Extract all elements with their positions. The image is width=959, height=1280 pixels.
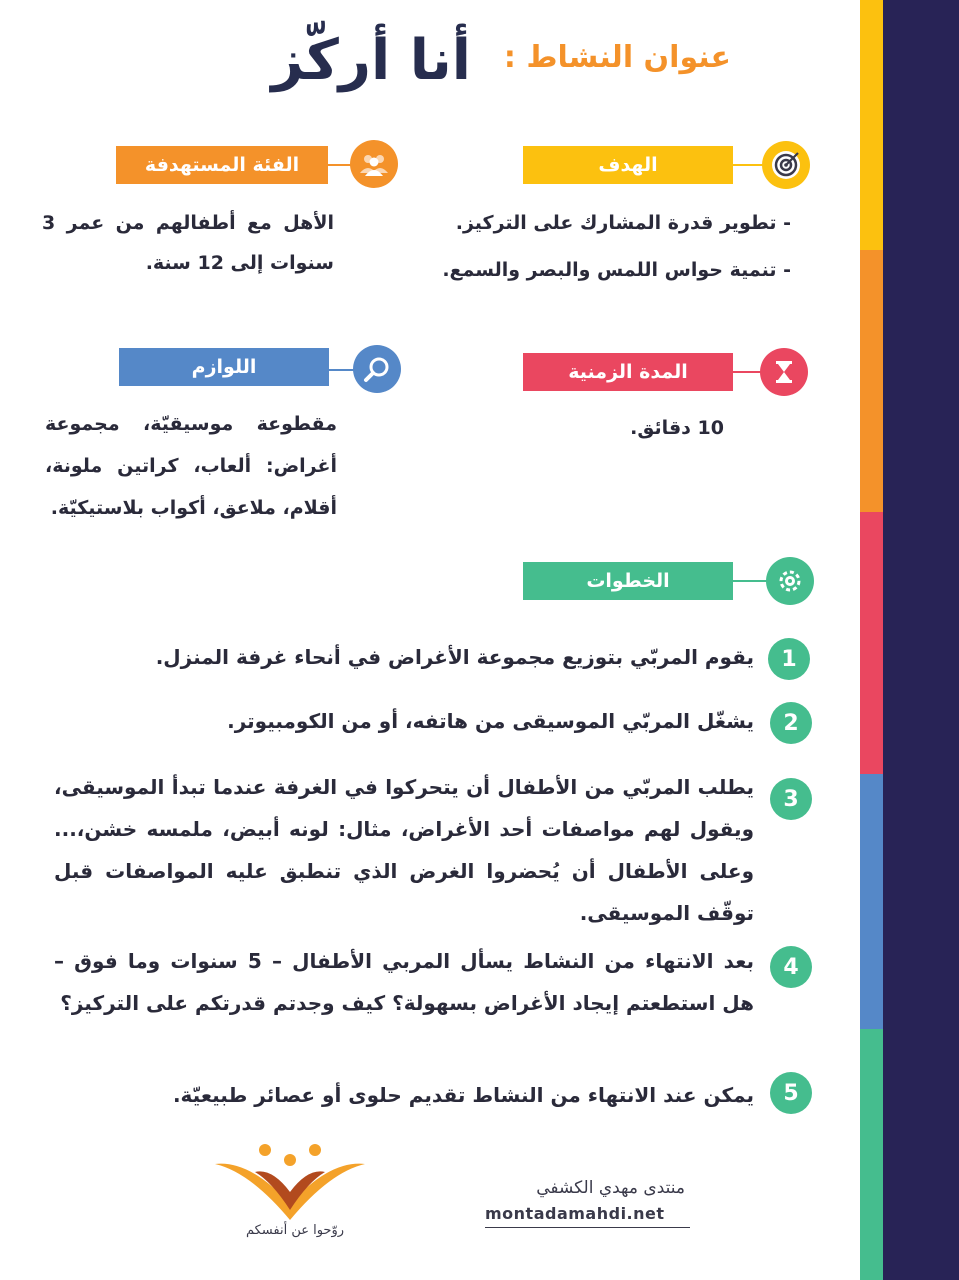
forum-underline [485,1227,690,1228]
side-stripe-red [860,512,883,774]
goal-header: الهدف [523,146,733,184]
step-text: يشغّل المربّي الموسيقى من هاتفه، أو من الكومبيوتر. [227,709,754,733]
materials-text: مقطوعة موسيقيّة، مجموعة أغراض: ألعاب، كراتين ملونة، أقلام، ملاعق، أكواب بلاستيكيّة. [45,413,337,519]
activity-title-label: عنوان النشاط : [503,40,731,75]
goal-item: - تطوير قدرة المشارك على التركيز. [455,212,791,234]
materials-connector [328,369,355,371]
step-number: 1 [768,638,810,680]
side-stripe-orange [860,250,883,512]
people-icon [350,140,398,188]
forum-url[interactable]: montadamahdi.net [485,1204,665,1223]
goal-connector [732,164,764,166]
step-number: 5 [770,1072,812,1114]
steps-connector [732,580,768,582]
step-number: 2 [770,702,812,744]
magnifier-icon [353,345,401,393]
step-text: بعد الانتهاء من النشاط يسأل المربي الأطفال – 5 سنوات وما فوق – هل استطعتم إيجاد الأغراض بسهولة؟ كيف وجدتم قدرتكم على التركيز؟ [54,949,754,1015]
side-stripe-blue [860,774,883,1029]
goal-item: - تنمية حواس اللمس والبصر والسمع. [442,259,791,281]
audience-header: الفئة المستهدفة [116,146,328,184]
step-number: 4 [770,946,812,988]
duration-header: المدة الزمنية [523,353,733,391]
side-stripe-yellow [860,0,883,250]
forum-name: منتدى مهدي الكشفي [536,1178,685,1198]
step-text: يقوم المربّي بتوزيع مجموعة الأغراض في أنحاء غرفة المنزل. [155,645,754,669]
brand-logo [210,1142,370,1222]
duration-text: 10 دقائق. [630,417,724,439]
materials-header: اللوازم [119,348,329,386]
hourglass-icon [760,348,808,396]
activity-title: أنا أركّز [271,28,471,93]
side-stripe-green [860,1029,883,1280]
audience-text: الأهل مع أطفالهم من عمر 3 سنوات إلى 12 سنة. [42,212,334,274]
side-band-dark [883,0,959,1280]
step-number: 3 [770,778,812,820]
logo-caption: روّحوا عن أنفسكم [245,1223,345,1238]
gear-icon [766,557,814,605]
step-text: يطلب المربّي من الأطفال أن يتحركوا في الغرفة عندما تبدأ الموسيقى، ويقول لهم مواصفات أحد الأغراض، مثال: لونه أبيض، ملمسه خشن،... وعلى الأطفال أن يُحضروا الغرض الذي تنطبق عليه المواصفات قبل توقّف الموسيقى. [54,775,754,925]
step-text: يمكن عند الانتهاء من النشاط تقديم حلوى أو عصائر طبيعيّة. [172,1083,754,1107]
steps-header: الخطوات [523,562,733,600]
duration-connector [732,371,762,373]
audience-connector [328,164,352,166]
target-icon [762,141,810,189]
